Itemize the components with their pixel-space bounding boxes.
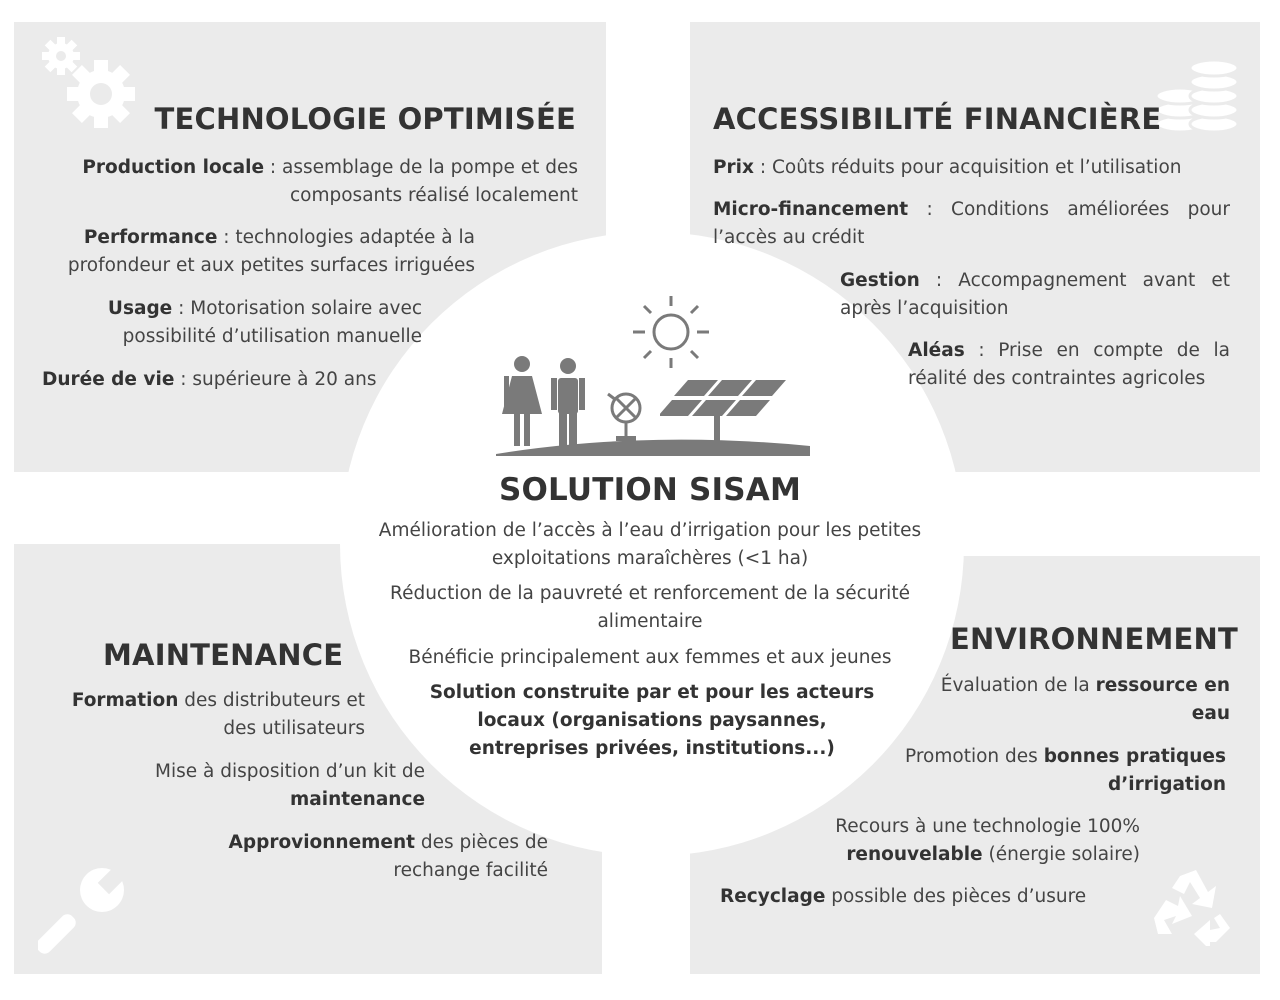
environment-item-evaluation-label: ressource en eau <box>1095 675 1230 724</box>
technology-item-performance <box>30 224 475 280</box>
environment-item-recycling-text: possible des pièces d’usure <box>825 886 1087 907</box>
center-item-women-youth: Bénéficie principalement aux femmes et aux jeunes <box>408 647 892 668</box>
center-item-local-actors: Solution construite par et pour les acteurs locaux (organisations paysannes, entreprises privées, institutions...) <box>429 682 875 759</box>
maintenance-item-training-label: Formation <box>71 690 179 711</box>
wrench-icon <box>38 862 130 954</box>
finance-item-microfinance-label: Micro-financement <box>713 199 909 220</box>
maintenance-title: MAINTENANCE <box>103 638 344 672</box>
technology-item-production-text: : assemblage de la pompe et des composants réalisé localement <box>264 157 578 206</box>
solar-panel-icon <box>660 376 790 448</box>
finance-item-price <box>713 154 1213 182</box>
finance-item-price-text: : Coûts réduits pour acquisition et l’utilisation <box>753 157 1182 178</box>
technology-item-usage-text: : Motorisation solaire avec possibilité d’utilisation manuelle <box>122 298 422 347</box>
environment-item-renewable-tail: (énergie solaire) <box>982 844 1140 865</box>
finance-item-price-label: Prix <box>713 157 754 178</box>
finance-item-management-text: : Accompagnement avant et après l’acquisition <box>840 270 1230 319</box>
technology-item-performance-label: Performance <box>83 227 218 248</box>
environment-item-recycling-label: Recyclage <box>720 886 826 907</box>
maintenance-item-supply-text: des pièces de rechange facilité <box>393 832 548 881</box>
finance-title: ACCESSIBILITÉ FINANCIÈRE <box>713 102 1162 136</box>
environment-title: ENVIRONNEMENT <box>950 622 1238 656</box>
maintenance-item-supply <box>180 829 548 885</box>
environment-item-evaluation-text: Évaluation de la <box>940 675 1096 696</box>
technology-item-usage-label: Usage <box>107 298 173 319</box>
center-title: SOLUTION SISAM <box>498 472 802 508</box>
environment-item-renewable <box>770 813 1140 869</box>
maintenance-item-supply-label: Approvionnement <box>228 832 415 853</box>
technology-item-lifetime-label: Durée de vie <box>42 369 175 390</box>
technology-item-production-label: Production locale <box>82 157 265 178</box>
gears-icon <box>36 34 146 134</box>
recycle-icon <box>1150 866 1234 946</box>
finance-item-microfinance <box>713 196 1230 252</box>
maintenance-item-kit-text: Mise à disposition d’un kit de <box>155 761 425 782</box>
finance-item-management-label: Gestion <box>840 270 920 291</box>
maintenance-item-training-text: des distributeurs et des utilisateurs <box>178 690 365 739</box>
maintenance-item-kit <box>100 758 425 814</box>
finance-item-risks <box>908 337 1230 393</box>
technology-title: TECHNOLOGIE OPTIMISÉE <box>154 102 576 136</box>
people-icon <box>500 354 594 452</box>
environment-item-evaluation <box>930 672 1230 728</box>
technology-item-usage <box>90 295 422 351</box>
technology-item-lifetime <box>42 366 402 394</box>
environment-item-recycling <box>720 883 1120 911</box>
finance-item-risks-text: : Prise en compte de la réalité des contraintes agricoles <box>908 340 1230 389</box>
finance-item-microfinance-text: : Conditions améliorées pour l’accès au crédit <box>713 199 1230 248</box>
environment-item-renewable-text: Recours à une technologie 100% <box>835 816 1140 837</box>
maintenance-item-kit-label: maintenance <box>289 789 425 810</box>
technology-item-production <box>60 154 578 210</box>
finance-item-management <box>840 267 1230 323</box>
environment-item-practices <box>870 743 1226 799</box>
pump-icon <box>602 388 648 444</box>
environment-item-practices-text: Promotion des <box>905 746 1044 767</box>
finance-item-risks-label: Aléas <box>908 340 965 361</box>
coins-icon <box>1150 58 1246 142</box>
center-item-poverty: Réduction de la pauvreté et renforcement de la sécurité alimentaire <box>390 583 910 632</box>
technology-item-lifetime-text: : supérieure à 20 ans <box>174 369 377 390</box>
maintenance-item-training <box>40 687 365 743</box>
technology-item-performance-text: : technologies adaptée à la profondeur et aux petites surfaces irriguées <box>67 227 475 276</box>
environment-item-renewable-label: renouvelable <box>846 844 983 865</box>
center-item-water-access: Amélioration de l’accès à l’eau d’irrigation pour les petites exploitations maraîchères (<1 ha) <box>378 520 922 569</box>
environment-item-practices-label: bonnes pratiques d’irrigation <box>1043 746 1226 795</box>
